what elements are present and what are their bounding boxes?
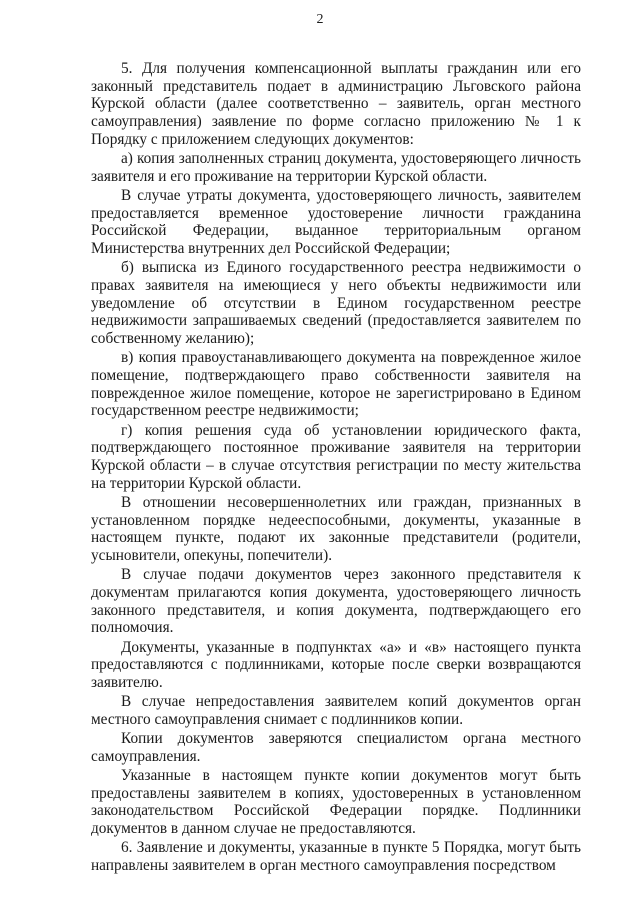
paragraph-item-g: г) копия решения суда об установлении юридического факта, подтверждающего постоянное проживание заявителя на территории Курской области – в случае отсутствия регистрации по месту жительства на территории Курской области. [91,421,581,492]
paragraph-copies-certified: Копии документов заверяются специалистом органа местного самоуправления. [91,730,581,765]
paragraph-item-a: а) копия заполненных страниц документа, удостоверяющего личность заявителя и его проживание на территории Курской области. [91,150,581,185]
paragraph-minors: В отношении несовершеннолетних или граждан, признанных в установленном порядке недееспособными, документы, указанные в настоящем пункте, подают их законные представители (родители, усыновители, опекуны, попечители). [91,493,581,564]
paragraph-lost-document: В случае утраты документа, удостоверяющего личность, заявителем предоставляется временное удостоверение личности гражданина Российской Федерации, выданное территориальным органом Министерства внутренних дел Российской Федерации; [91,186,581,258]
paragraph-originals: Документы, указанные в подпунктах «а» и «в» настоящего пункта предоставляются с подлинниками, которые после сверки возвращаются заявителю. [91,638,581,691]
document-body [91,60,581,875]
page-number: 2 [316,12,324,27]
paragraph-copies-not-provided: В случае непредоставления заявителем копий документов орган местного самоуправления снимает с подлинников копии. [91,693,581,728]
paragraph-notarized-copies: Указанные в настоящем пункте копии документов могут быть предоставлены заявителем в копиях, удостоверенных в установленном законодательством Российской Федерации порядке. Подлинники документов в данном случае не предоставляются. [91,766,581,838]
paragraph-item-b: б) выписка из Единого государственного реестра недвижимости о правах заявителя на имеющиеся у него объекты недвижимости или уведомление об отсутствии в Едином государственном реестре недвижимости запрашиваемых сведений (предоставляется заявителем по собственному желанию); [91,259,581,348]
paragraph-legal-representative: В случае подачи документов через законного представителя к документам прилагаются копия документа, удостоверяющего личность законного представителя, и копия документа, подтверждающего его полномочия. [91,566,581,637]
paragraph-5-intro: 5. Для получения компенсационной выплаты гражданин или его законный представитель подает в администрацию Льговского района Курской области (далее соответственно – заявитель, орган местного самоуправления) заявление по форме согласно приложению № 1 к Порядку с приложением следующих документов: [91,60,581,148]
paragraph-item-v: в) копия правоустанавливающего документа на поврежденное жилое помещение, подтверждающего право собственности заявителя на поврежденное жилое помещение, которое не зарегистрировано в Едином государственном реестре недвижимости; [91,349,581,420]
paragraph-6-intro: 6. Заявление и документы, указанные в пункте 5 Порядка, могут быть направлены заявителем в орган местного самоуправления посредством [91,839,581,874]
